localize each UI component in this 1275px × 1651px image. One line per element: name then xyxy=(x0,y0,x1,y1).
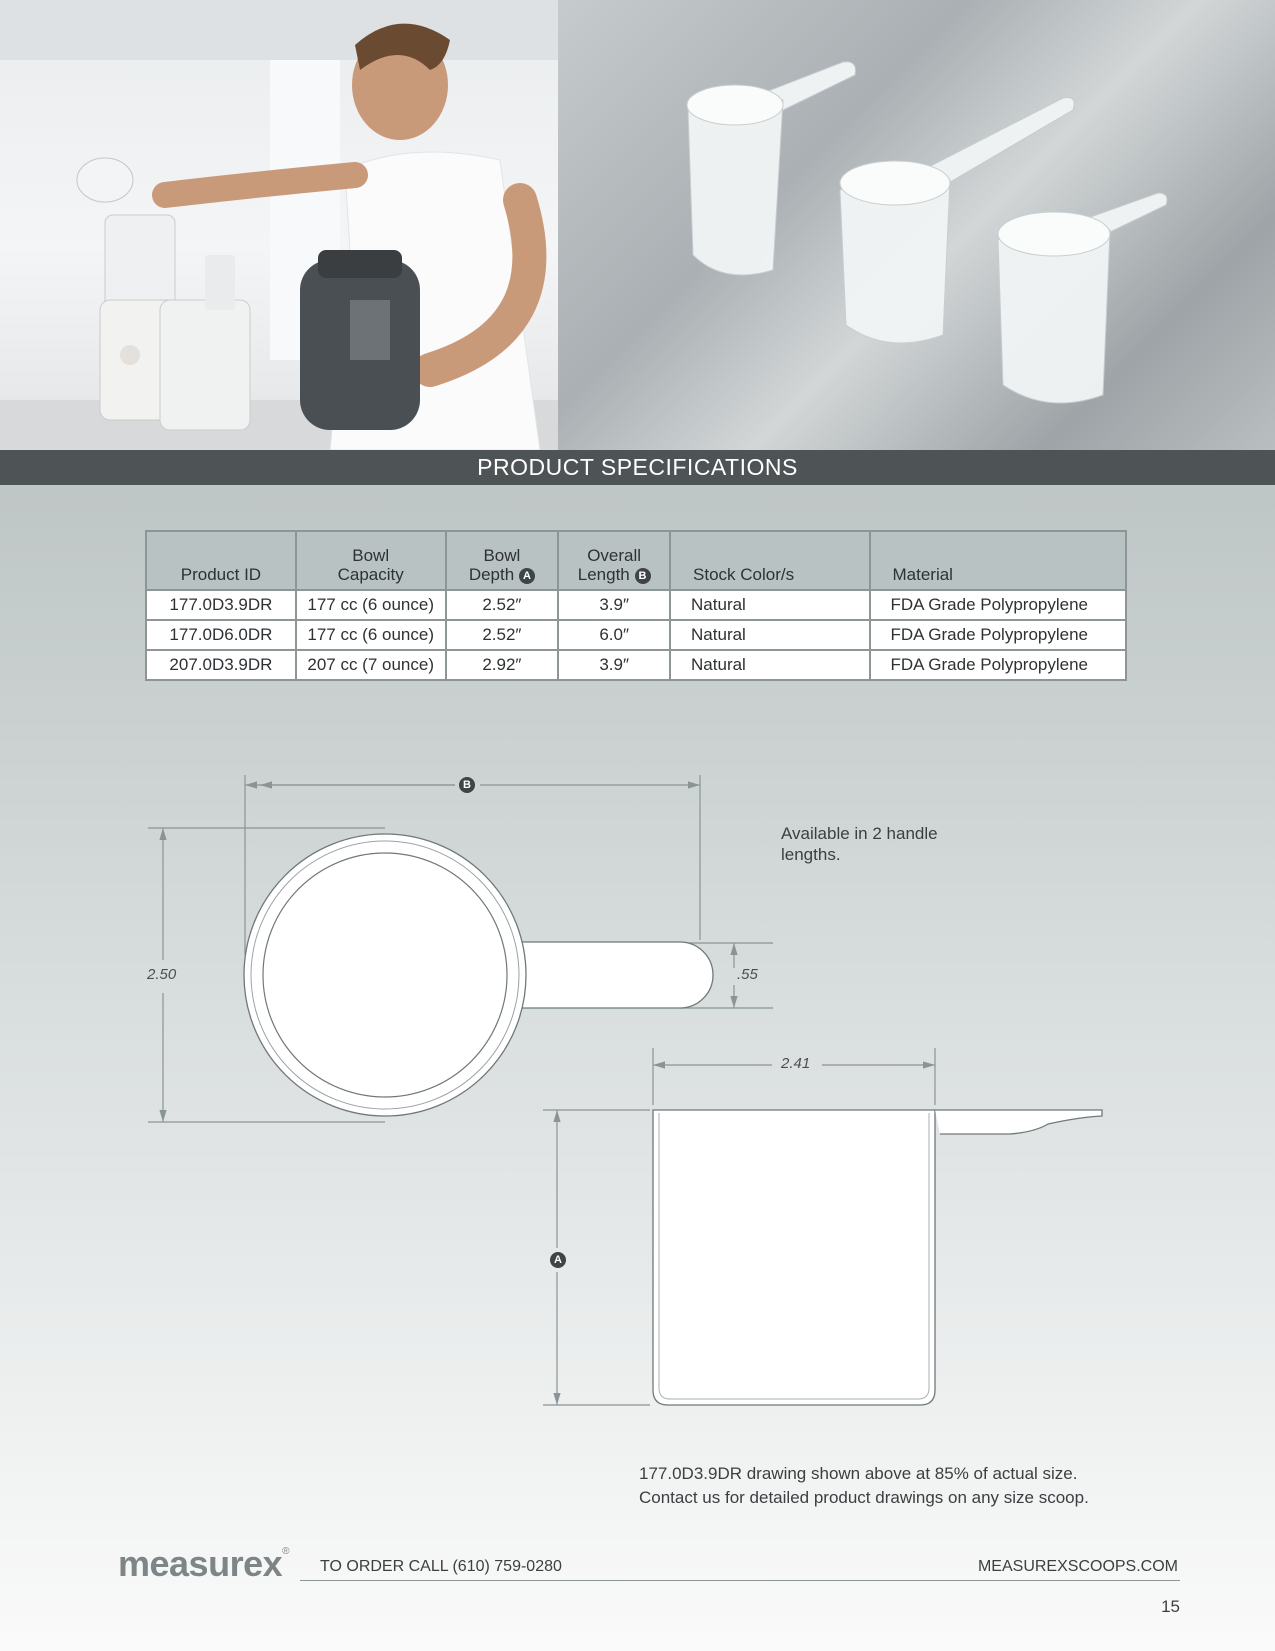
logo-text: measurex xyxy=(118,1543,283,1584)
drawing-note xyxy=(639,1462,1139,1510)
badge-a-icon: A xyxy=(519,568,535,584)
registered-mark: ® xyxy=(282,1546,289,1557)
page-number: 15 xyxy=(1161,1597,1180,1616)
cell-product-id: 177.0D6.0DR xyxy=(146,620,296,650)
scoop-top-view xyxy=(244,834,713,1116)
header-bowl-capacity: Bowl Capacity xyxy=(296,531,446,590)
cell-material: FDA Grade Polypropylene xyxy=(870,590,1127,620)
cell-depth: 2.52″ xyxy=(446,590,559,620)
footer-divider xyxy=(300,1580,1180,1581)
cell-length: 3.9″ xyxy=(558,590,670,620)
section-banner: PRODUCT SPECIFICATIONS xyxy=(0,450,1275,485)
drawing-note-line-2: Contact us for detailed product drawings on any size scoop. xyxy=(639,1488,1089,1507)
dim-handle-width-label: .55 xyxy=(737,966,758,983)
scoop-side-view xyxy=(653,1110,1102,1405)
handle-lengths-note: Available in 2 handle lengths. xyxy=(781,824,938,864)
cell-product-id: 207.0D3.9DR xyxy=(146,650,296,680)
order-phone: TO ORDER CALL (610) 759-0280 xyxy=(320,1558,562,1575)
cell-capacity: 177 cc (6 ounce) xyxy=(296,620,446,650)
cell-capacity: 207 cc (7 ounce) xyxy=(296,650,446,680)
dim-bowl-width-label: 2.41 xyxy=(781,1055,811,1072)
header-overall-length: Overall Length B xyxy=(558,531,670,590)
cell-depth: 2.52″ xyxy=(446,620,559,650)
cell-length: 3.9″ xyxy=(558,650,670,680)
cell-color: Natural xyxy=(670,590,869,620)
drawing-note-line-1: 177.0D3.9DR drawing shown above at 85% of actual size. xyxy=(639,1464,1078,1483)
cell-material: FDA Grade Polypropylene xyxy=(870,620,1127,650)
measurex-logo xyxy=(118,1543,289,1585)
cell-capacity: 177 cc (6 ounce) xyxy=(296,590,446,620)
header-bowl-depth: Bowl Depth A xyxy=(446,531,559,590)
dim-badge-b-icon: B xyxy=(459,777,475,793)
cell-color: Natural xyxy=(670,650,869,680)
header-stock-color: Stock Color/s xyxy=(670,531,869,590)
cell-product-id: 177.0D3.9DR xyxy=(146,590,296,620)
website-link[interactable]: MEASUREXSCOOPS.COM xyxy=(977,1558,1178,1575)
dim-badge-a-icon: A xyxy=(550,1252,566,1268)
dim-height-label: 2.50 xyxy=(147,966,177,983)
cell-depth: 2.92″ xyxy=(446,650,559,680)
header-product-id: Product ID xyxy=(146,531,296,590)
cell-color: Natural xyxy=(670,620,869,650)
cell-material: FDA Grade Polypropylene xyxy=(870,650,1127,680)
header-material: Material xyxy=(870,531,1127,590)
cell-length: 6.0″ xyxy=(558,620,670,650)
badge-b-icon: B xyxy=(635,568,651,584)
